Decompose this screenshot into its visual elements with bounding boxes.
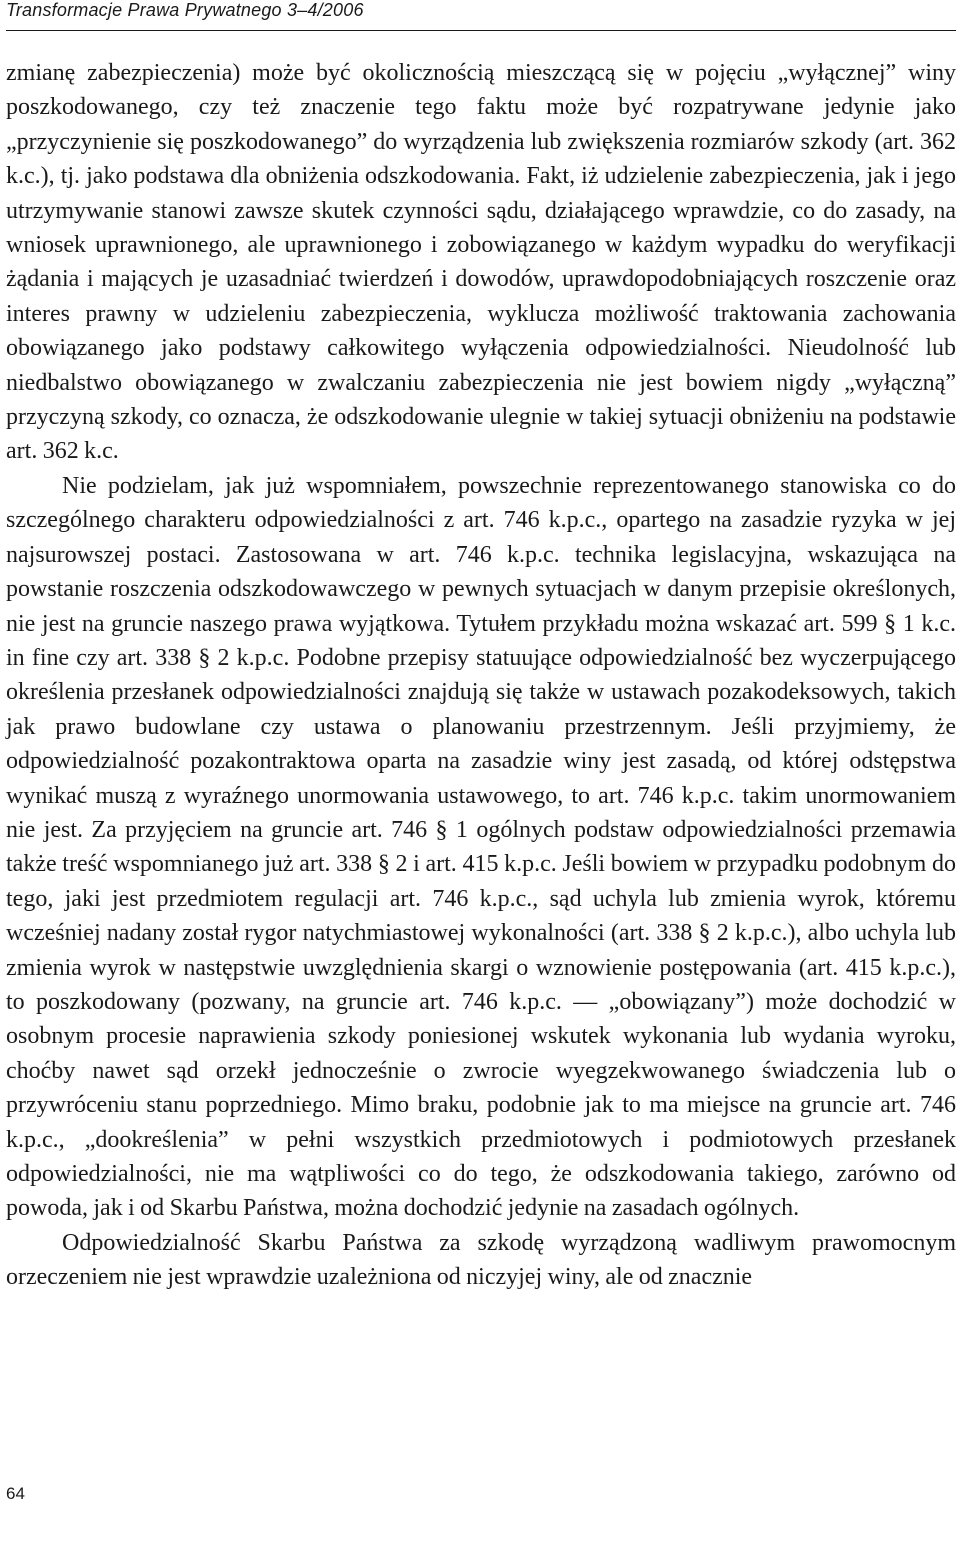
paragraph: Odpowiedzialność Skarbu Państwa za szkodę wyrządzoną wadliwym prawomocnym orzeczeniem nie jest wprawdzie uzależniona od niczyjej winy, ale od znacznie [6, 1229, 956, 1291]
paragraph-continued: zmianę zabezpieczenia) może być okolicznością mieszczącą się w pojęciu „wyłącznej” winy poszkodowanego, czy też znaczenie tego faktu może być rozpatrywane jedynie jako „przyczynienie się poszkodowanego” do wyrządzenia lub zwiększenia rozmiarów szkody (art. 362 k.c.), tj. jako podstawa dla obniżenia odszkodowania. Fakt, iż udzielenie zabezpieczenia, jak i jego utrzymywanie stanowi zawsze skutek czynności sądu, działającego wprawdzie, co do zasady, na wniosek uprawnionego, ale uprawnionego i zobowiązanego w każdym wypadku do weryfikacji żądania i mających je uzasadniać twierdzeń i dowodów, uprawdopodobniających roszczenie oraz interes prawny w udzieleniu zabezpieczenia, wyklucza możliwość traktowania zachowania obowiązanego jako podstawy całkowitego wyłączenia odpowiedzialności. Nieudolność lub niedbalstwo obowiązanego w zwalczaniu zabezpieczenia nie jest bowiem nigdy „wyłączną” przyczyną szkody, co oznacza, że odszkodowanie ulegnie w takiej sytuacji obniżeniu na podstawie art. 362 k.c. [6, 60, 956, 465]
page-number: 64 [6, 1484, 25, 1503]
header-rule [6, 30, 956, 31]
paragraph: Nie podzielam, jak już wspomniałem, powszechnie reprezentowanego stanowiska co do szczególnego charakteru odpowiedzialności z art. 746 k.p.c., opartego na zasadzie ryzyka w jej najsurowszej postaci. Zastosowana w art. 746 k.p.c. technika legislacyjna, wskazująca na powstanie roszczenia odszkodowawczego w pewnych sytuacjach w danym przepisie określonych, nie jest na gruncie naszego prawa wyjątkowa. Tytułem przykładu można wskazać art. 599 § 1 k.c. in fine czy art. 338 § 2 k.p.c. Podobne przepisy statuujące odpowiedzialność bez wyczerpującego określenia przesłanek odpowiedzialności znajdują się także w ustawach pozakodeksowych, takich jak prawo budowlane czy ustawa o planowaniu przestrzennym. Jeśli przyjmiemy, że odpowiedzialność pozakontraktowa oparta na zasadzie winy jest zasadą, od której odstępstwa wynikać muszą z wyraźnego unormowania ustawowego, to art. 746 k.p.c. takim unormowaniem nie jest. Za przyjęciem na gruncie art. 746 § 1 ogólnych podstaw odpowiedzialności przemawia także treść wspomnianego już art. 338 § 2 i art. 415 k.p.c. Jeśli bowiem w przypadku podobnym do tego, jaki jest przedmiotem regulacji art. 746 k.p.c., sąd uchyla lub zmienia wyrok, któremu wcześniej nadany został rygor natychmiastowej wykonalności (art. 338 § 2 k.p.c.), albo uchyla lub zmienia wyrok w następstwie uwzględnienia skargi o wznowienie postępowania (art. 415 k.p.c.), to poszkodowany (pozwany, na gruncie art. 746 k.p.c. — „obowiązany”) może dochodzić w osobnym procesie naprawienia szkody poniesionej wskutek wykonania lub wydania wyroku, choćby nawet sąd orzekł jednocześnie o zwrocie wyegzekwowanego świadczenia lub o przywróceniu stanu poprzedniego. Mimo braku, podobnie jak to ma miejsce na gruncie art. 746 k.p.c., „dookreślenia” w pełni wszystkich przedmiotowych i podmiotowych przesłanek odpowiedzialności, nie ma wątpliwości co do tego, że odszkodowania takiego, zarówno od powoda, jak i od Skarbu Państwa, można dochodzić jedynie na zasadach ogólnych. [6, 472, 956, 1222]
running-title: Transformacje Prawa Prywatnego 3–4/2006 [6, 0, 364, 20]
article-body [6, 56, 956, 1295]
